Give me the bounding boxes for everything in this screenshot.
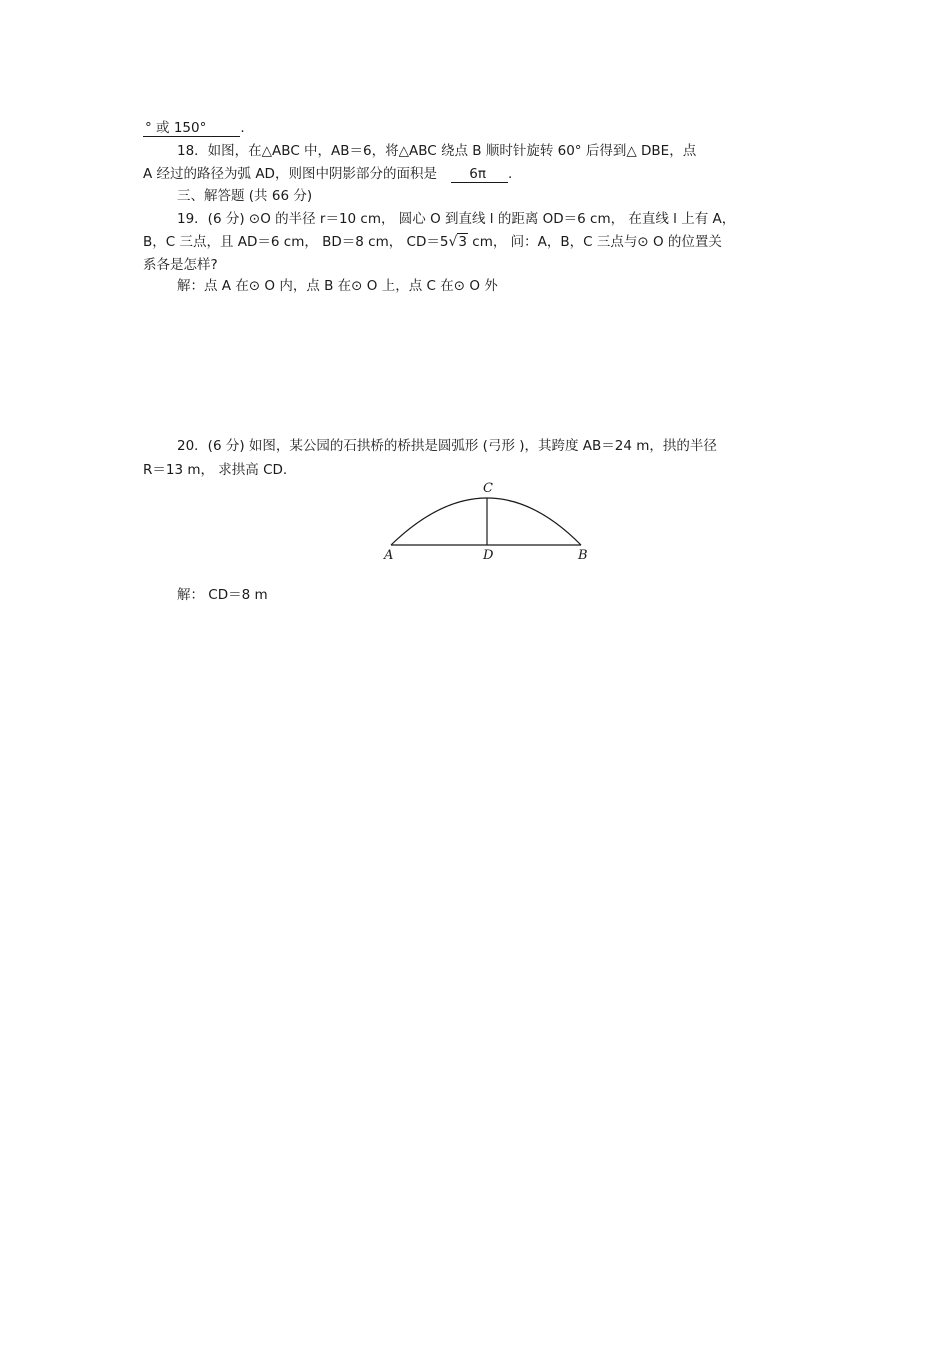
q19-answer: 解：点 A 在⊙ O 内，点 B 在⊙ O 上，点 C 在⊙ O 外 [177, 278, 498, 294]
q18-line-2-text: A 经过的路径为弧 AD，则图中阴影部分的面积是 [143, 166, 437, 182]
q17-answer-line: ° 或 150° . [145, 120, 245, 136]
sqrt-radicand: 3 [458, 234, 467, 250]
sqrt-symbol: √3 [448, 234, 467, 250]
q18-line-2 [143, 165, 512, 183]
arch-arc [391, 498, 581, 545]
point-d-label: D [483, 548, 494, 563]
q17-answer-blank: ° 或 150° [143, 121, 240, 137]
q19-line-2-end: cm， 问：A，B，C 三点与⊙ O 的位置关 [467, 234, 722, 250]
q19-line-2-text: B，C 三点，且 AD＝6 cm， BD＝8 cm， CD＝5 [143, 234, 449, 250]
q19-line-3: 系各是怎样? [143, 257, 218, 273]
arch-bridge-figure [370, 478, 610, 568]
q18-line-2-end: . [507, 166, 513, 182]
q19-line-2 [143, 233, 722, 251]
q18-line-1: 18．如图，在△ABC 中，AB＝6，将△ABC 绕点 B 顺时针旋转 60° 后得到△ DBE，点 [177, 143, 697, 159]
section-title: 三、解答题 (共 66 分) [177, 188, 313, 204]
point-b-label: B [578, 548, 588, 563]
q20-answer: 解： CD＝8 m [177, 587, 268, 603]
point-a-label: A [384, 548, 394, 563]
q20-line-1: 20．(6 分) 如图，某公园的石拱桥的桥拱是圆弧形 (弓形 )，其跨度 AB＝24 m，拱的半径 [177, 438, 717, 454]
q20-line-2: R＝13 m， 求拱高 CD. [143, 462, 288, 478]
q18-answer-blank: 6π [451, 167, 508, 183]
q19-line-1: 19．(6 分) ⊙O 的半径 r＝10 cm， 圆心 O 到直线 l 的距离 OD＝6 cm， 在直线 l 上有 A， [177, 211, 736, 227]
point-c-label: C [483, 481, 493, 496]
